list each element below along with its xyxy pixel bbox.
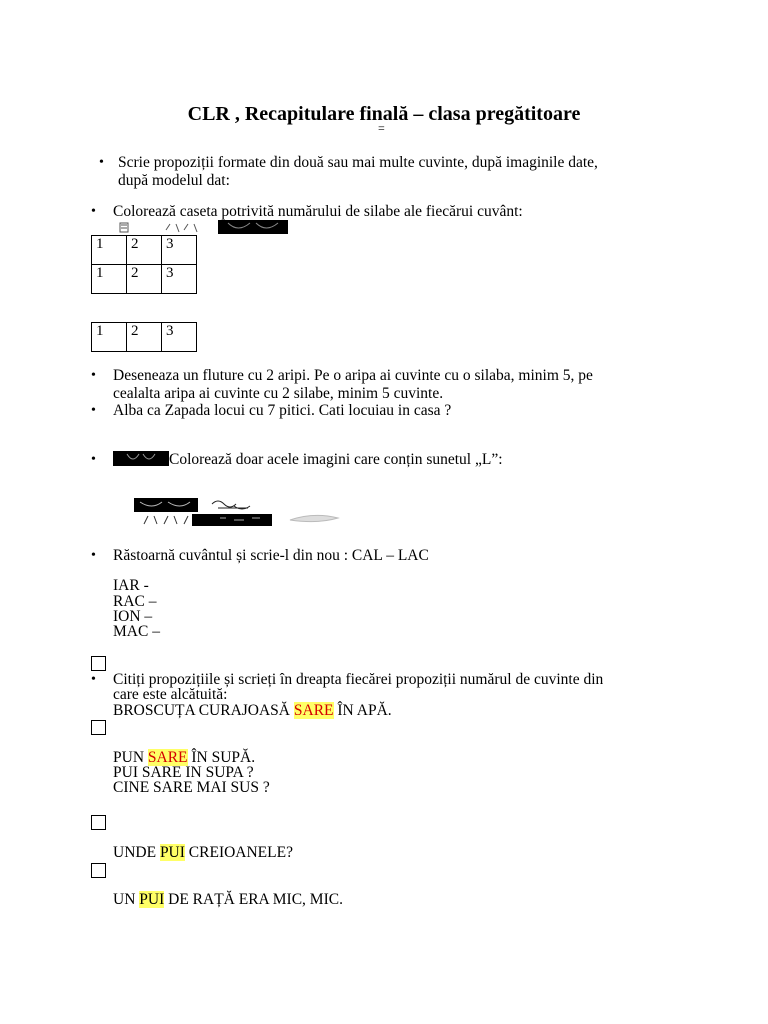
syllable-box[interactable]: 2: [127, 323, 162, 352]
syllable-box[interactable]: 2: [127, 236, 162, 265]
syllable-box[interactable]: 3: [162, 265, 197, 294]
sentence-3: PUI SARE IN SUPA ?: [113, 764, 254, 781]
highlight-word: PUI: [139, 891, 165, 908]
bullet: •: [91, 204, 96, 219]
task1-line1: Scrie propoziții formate din două sau mai multe cuvinte, după imaginile date,: [118, 154, 598, 171]
task5-images: [134, 496, 346, 530]
word-line: MAC –: [113, 623, 160, 640]
sentence-6: [113, 892, 343, 908]
highlight-word: SARE: [147, 749, 188, 766]
checkbox[interactable]: [91, 863, 106, 878]
syllable-box[interactable]: 1: [92, 323, 127, 352]
syllable-box[interactable]: 2: [127, 265, 162, 294]
word-line: IAR -: [113, 577, 149, 594]
bullet: •: [91, 548, 96, 563]
sentence-text: UN: [113, 891, 140, 908]
task6-text: Răstoarnă cuvântul și scrie-l din nou : CAL – LAC: [113, 547, 429, 564]
sentence-4: CINE SARE MAI SUS ?: [113, 779, 270, 796]
task2-text: Colorează caseta potrivită numărului de silabe ale fiecărui cuvânt:: [113, 203, 523, 220]
syllable-table-2: [91, 322, 197, 352]
word-line: ION –: [113, 608, 153, 625]
sentence-1: [113, 703, 392, 719]
syllable-box[interactable]: 3: [162, 323, 197, 352]
sentence-text: DE RAȚĂ ERA MIC, MIC.: [164, 891, 343, 908]
task5-text: Colorează doar acele imagini care conțin sunetul „L”:: [169, 451, 503, 468]
sentence-text: PUN: [113, 749, 148, 766]
task1-line2: după modelul dat:: [118, 172, 230, 189]
table-row: [92, 323, 197, 352]
task7-line1: Citiți propozițiile și scrieți în dreapta fiecărei propoziții numărul de cuvinte din: [113, 671, 604, 688]
bullet: •: [91, 672, 96, 687]
highlight-word: PUI: [159, 844, 185, 861]
syllable-box[interactable]: 3: [162, 236, 197, 265]
syllable-box[interactable]: 1: [92, 265, 127, 294]
bullet: •: [91, 368, 96, 383]
sentence-text: BROSCUȚA CURAJOASĂ: [113, 702, 294, 719]
page-title: CLR , Recapitulare finală – clasa pregătitoare: [187, 103, 581, 125]
title-mark: =: [378, 121, 385, 135]
task3-line2: cealalta aripa ai cuvinte cu 2 silabe, minim 5 cuvinte.: [113, 385, 444, 402]
image-fragment: [118, 220, 290, 236]
sentence-text: UNDE: [113, 844, 160, 861]
bullet: •: [91, 452, 96, 467]
checkbox[interactable]: [91, 720, 106, 735]
highlight-word: SARE: [293, 702, 334, 719]
task4-text: Alba ca Zapada locui cu 7 pitici. Cati locuiau in casa ?: [113, 402, 452, 419]
sentence-text: CREIOANELE?: [184, 844, 293, 861]
task7-line2: care este alcătuită:: [113, 686, 228, 703]
checkbox[interactable]: [91, 815, 106, 830]
task3-line1: Deseneaza un fluture cu 2 aripi. Pe o aripa ai cuvinte cu o silaba, minim 5, pe: [113, 367, 593, 384]
table-row: [92, 265, 197, 294]
bullet: •: [99, 155, 104, 170]
table-row: [92, 236, 197, 265]
sentence-5: [113, 845, 293, 861]
sentence-text: ÎN SUPĂ.: [187, 749, 256, 766]
image-fragment: [113, 451, 169, 467]
bullet: •: [91, 403, 96, 418]
word-line: RAC –: [113, 593, 157, 610]
sentence-text: ÎN APĂ.: [333, 702, 392, 719]
syllable-box[interactable]: 1: [92, 236, 127, 265]
checkbox[interactable]: [91, 656, 106, 671]
syllable-table-1: [91, 235, 197, 294]
